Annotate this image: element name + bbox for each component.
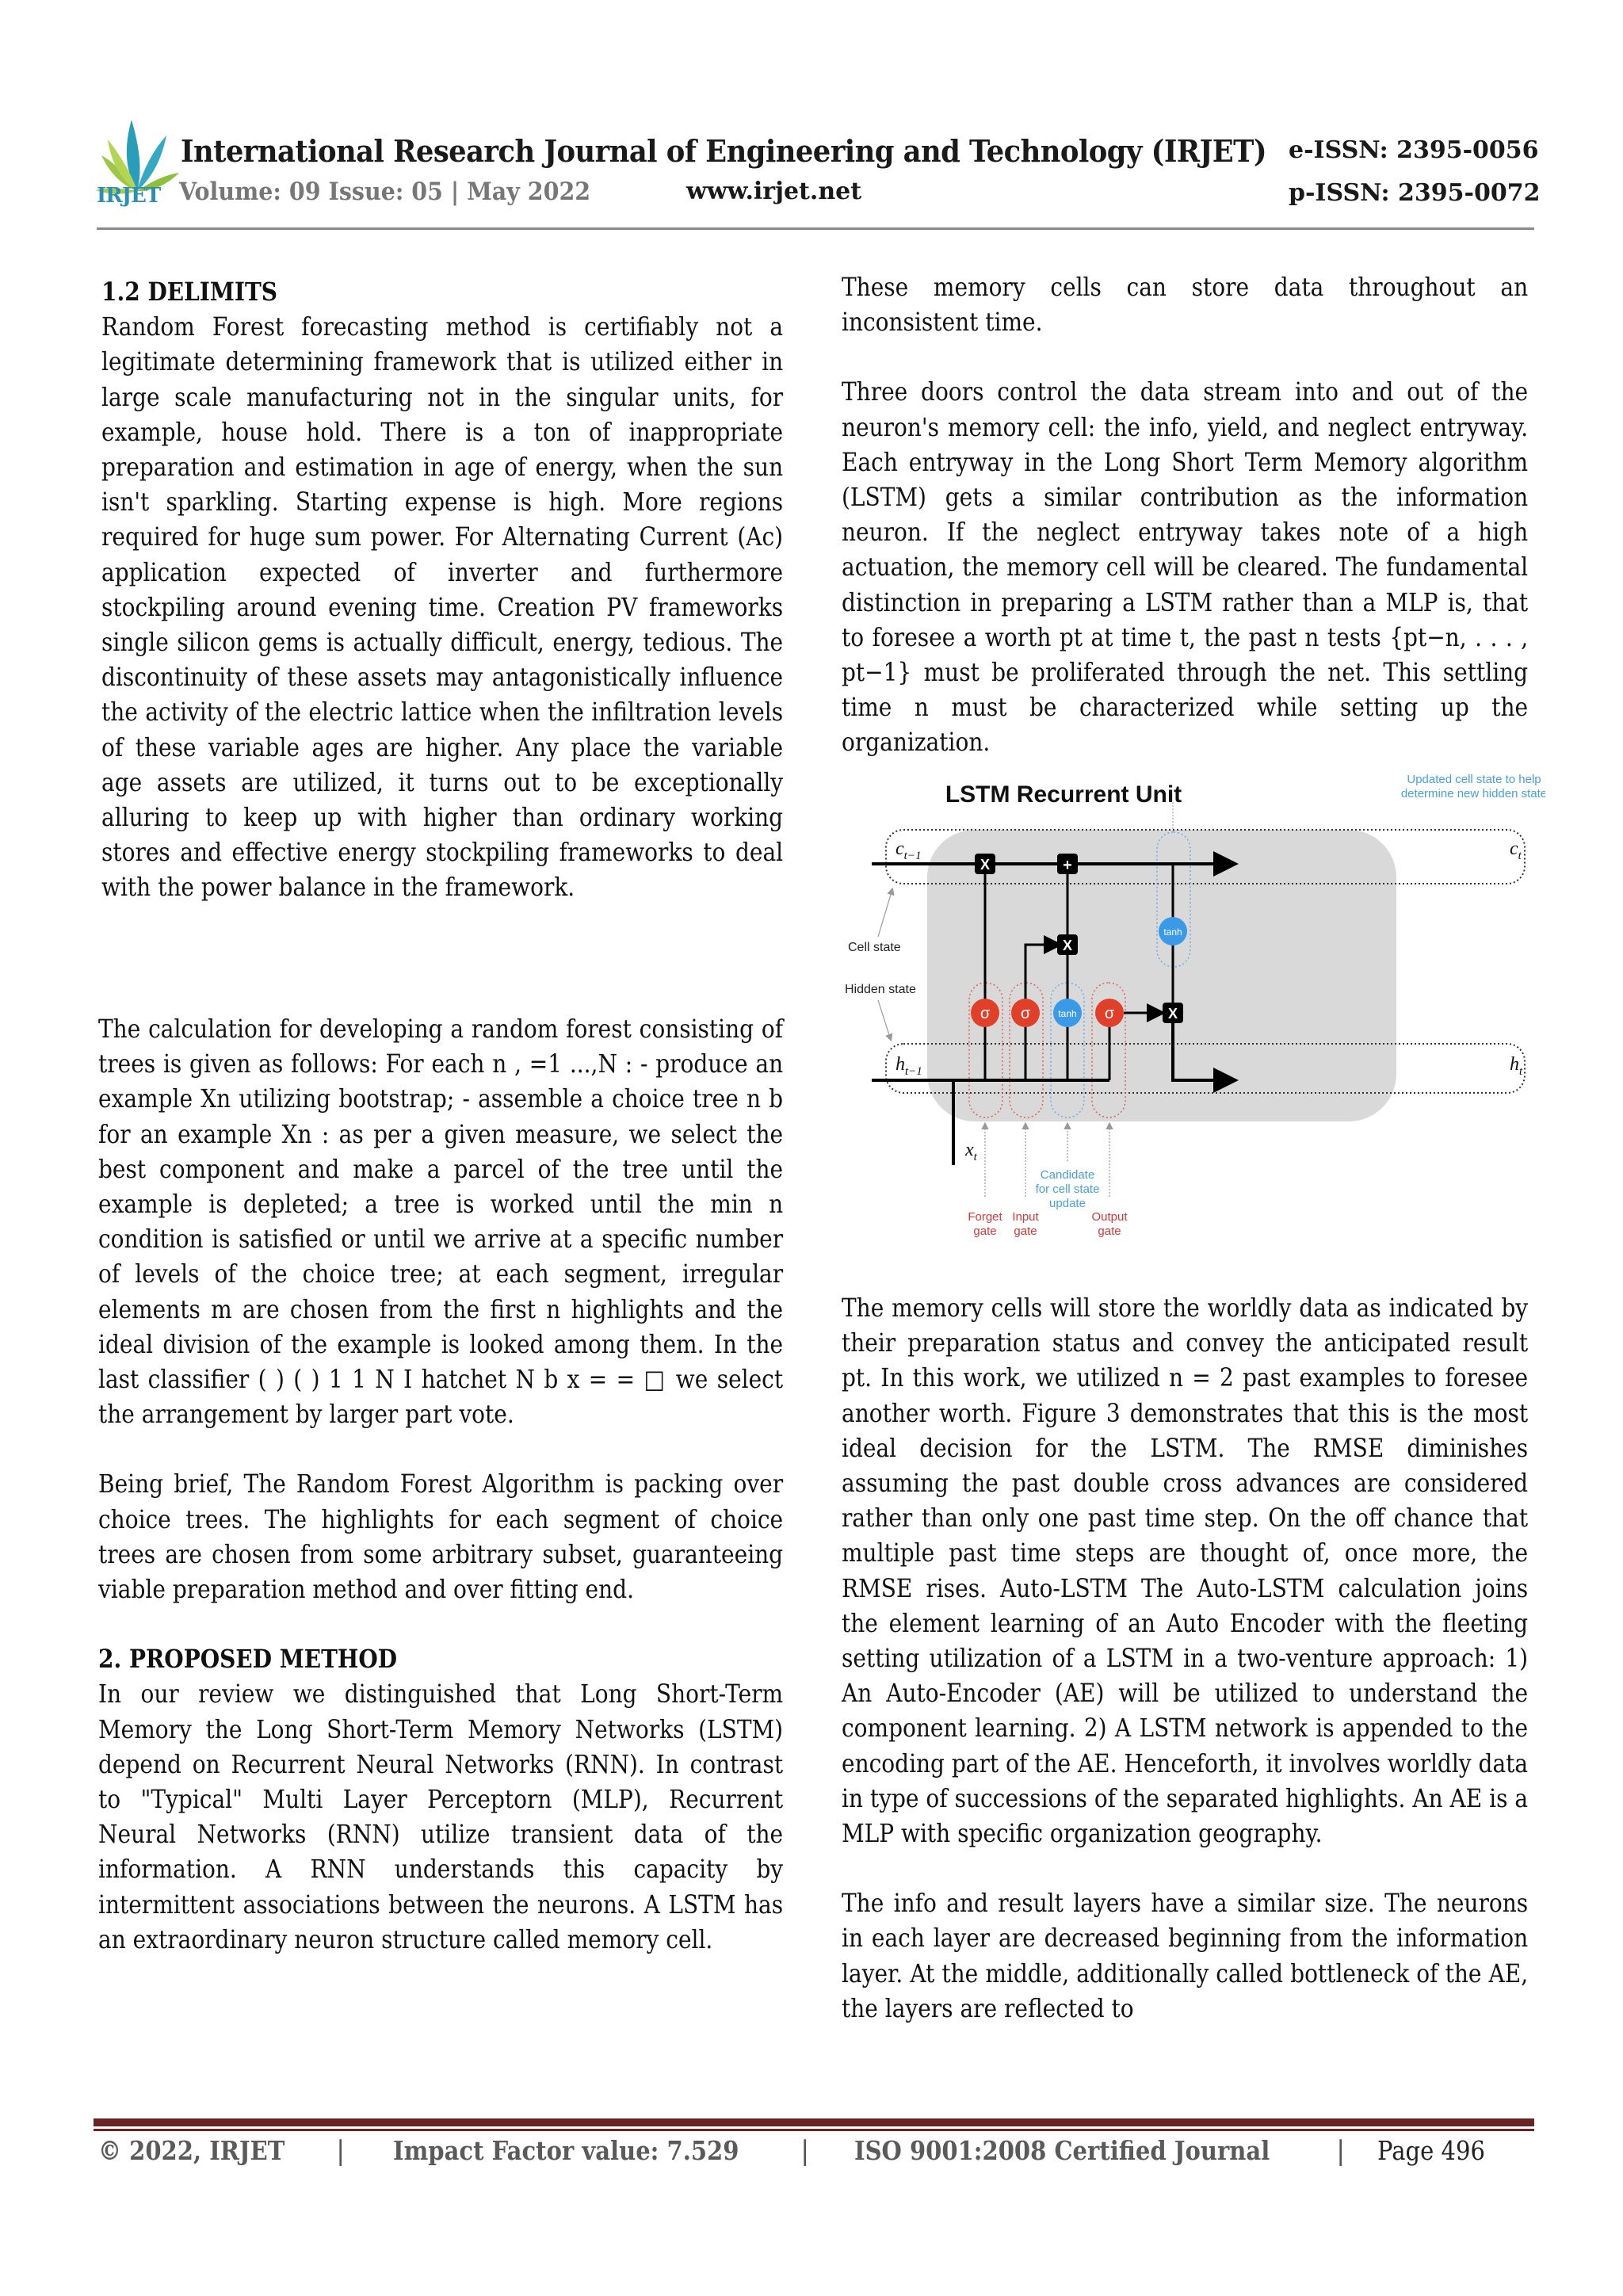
irjet-logo: [94, 116, 181, 233]
forget-multiply-op: [975, 854, 995, 874]
forget-sigma-node: [971, 999, 999, 1027]
annotation-updated-cell-1: Updated cell state to help: [1407, 773, 1541, 786]
candidate-label: Candidate for cell state update: [1035, 1168, 1100, 1210]
svg-text:X: X: [1167, 1006, 1178, 1022]
section-delimits: [101, 274, 783, 905]
output-multiply-op: [1163, 1003, 1183, 1023]
annotation-updated-cell-2: determine new hidden state: [1400, 787, 1545, 800]
svg-text:tanh: tanh: [1163, 926, 1182, 938]
paragraph-three-doors: Three doors control the data stream into and out of the neuron's memory cell: the info, yield, and neglect entryway. Each entryway in the Long Short Term Memory algorithm (LSTM) gets a similar contribution as the information neuron. If the neglect entryway takes note of a high actuation, the memory cell will be cleared. The fundamental distinction in preparing a LSTM rather than a MLP is, that to foresee a worth pt at time t, the past n tests {pt−n, . . . , pt−1} must be proliferated through the net. This settling time n must be characterized while setting up the organization.: [842, 376, 1529, 758]
lstm-unit-box: [927, 830, 1396, 1121]
diagram-title: LSTM Recurrent Unit: [945, 781, 1182, 808]
footer-separator: |: [336, 2135, 346, 2167]
output-gate-label: Output gate: [1091, 1210, 1128, 1238]
cell-tanh-node: [1159, 917, 1187, 946]
cell-state-label: Cell state: [848, 941, 901, 954]
svg-text:tanh: tanh: [1058, 1008, 1077, 1019]
footer-copyright: © 2022, IRJET: [98, 2135, 285, 2166]
logo-text: IRJET: [97, 184, 161, 208]
footer-separator: |: [1336, 2135, 1346, 2167]
output-sigma-node: [1095, 999, 1124, 1027]
paragraph-delimits: Random Forest forecasting method is certifiably not a legitimate determining framework that is utilized either in large scale manufacturing not in the singular units, for example, house hold. There is a ton of inappropriate preparation and estimation in age of energy, when the sun isn't sparkling. Starting expense is high. More regions required for huge sum power. For Alternating Current (Ac) application expected of inverter and furthermore stockpiling around evening time. Creation PV frameworks single silicon gems is actually difficult, energy, tedious. The discontinuity of these assets may antagonistically influence the activity of the electric lattice when the infiltration levels of these variable ages are higher. Any place the variable age assets are utilized, it turns out to be exceptionally alluring to keep up with higher than ordinary working stores and effective energy stockpiling frameworks to deal with the power balance in the framework.: [101, 311, 784, 903]
paragraph-memory-cells: These memory cells can store data throughout an inconsistent time.: [842, 272, 1529, 338]
website-link[interactable]: www.irjet.net: [686, 178, 862, 205]
p-issn: p-ISSN: 2395-0072: [1289, 179, 1541, 207]
x-input-label: $x_t$: [965, 1140, 977, 1163]
svg-text:+: +: [1063, 857, 1072, 874]
paragraph-proposed-method: In our review we distinguished that Long Short-Term Memory the Long Short-Term Memory Networks (LSTM) depend on Recurrent Neural Networks (RNN). In contrast to "Typical" Multi Layer Perceptorn (MLP), Recurrent Neural Networks (RNN) utilize transient data of the information. A RNN understands this capacity by intermittent associations between the neurons. A LSTM has an extraordinary neuron structure called memory cell.: [98, 1679, 784, 1954]
left-column-body: [98, 1011, 783, 1957]
add-op: [1057, 854, 1078, 874]
hidden-state-label: Hidden state: [845, 983, 916, 996]
footer-impact-factor: Impact Factor value: 7.529: [393, 2135, 739, 2166]
h-next-label: $h_t$: [1510, 1054, 1523, 1078]
right-column-bottom: [842, 1290, 1528, 2026]
lstm-diagram: [840, 753, 1545, 1268]
header-divider: [97, 227, 1534, 230]
candidate-tanh-node: [1053, 999, 1082, 1027]
svg-text:σ: σ: [1020, 1005, 1031, 1022]
paragraph-rf-calculation: The calculation for developing a random forest consisting of trees is given as follows: For each n , =1 ...,N : - produce an example Xn utilizing bootstrap; - assemble a choice tree n b for an example Xn : as per a given measure, we select the best component and make a parcel of the tree until the example is depleted; a tree is worked until the min n condition is satisfied or until we arrive at a specific number of levels of the choice tree; at each segment, irregular elements m are chosen from the first n highlights and the ideal division of the example is looked among them. In the last classifier ( ) ( ) 1 1 N I hatchet N b x = = □ we select the arrangement by larger part vote.: [98, 1014, 784, 1430]
h-prev-label: $h_{t-1}$: [896, 1054, 922, 1078]
forget-gate-label: Forget gate: [968, 1210, 1002, 1238]
footer-bar-thin: [94, 2129, 1534, 2131]
journal-title: International Research Journal of Engineering and Technology (IRJET): [181, 133, 1267, 169]
footer-bar: [94, 2118, 1534, 2126]
paragraph-memory-worldly: The memory cells will store the worldly data as indicated by their preparation status and convey the anticipated result pt. In this work, we utilized n = 2 past examples to foresee another worth. Figure 3 demonstrates that this is the most ideal decision for the LSTM. The RMSE diminishes assuming the past double cross advances are considered rather than only one past time step. On the off chance that multiple past time steps are thought of, once more, the RMSE rises. Auto-LSTM The Auto-LSTM calculation joins the element learning of an Auto Encoder with the fleeting setting utilization of a LSTM in a two-venture approach: 1) An Auto-Encoder (AE) will be utilized to understand the component learning. 2) A LSTM network is appended to the encoding part of the AE. Henceforth, it involves worldly data in type of successions of the separated highlights. An AE is a MLP with specific organization geography.: [842, 1293, 1529, 1849]
right-column-top: [842, 269, 1528, 760]
section-heading-delimits: 1.2 DELIMITS: [101, 277, 278, 307]
input-sigma-node: [1011, 999, 1040, 1027]
c-next-label: $c_t$: [1510, 839, 1522, 862]
footer-separator: |: [800, 2135, 810, 2167]
footer-iso: ISO 9001:2008 Certified Journal: [854, 2135, 1270, 2166]
paragraph-rf-brief: Being brief, The Random Forest Algorithm is packing over choice trees. The highlights for each segment of choice trees are chosen from some arbitrary subset, guaranteeing viable preparation method and over fitting end.: [98, 1469, 784, 1605]
svg-text:X: X: [980, 857, 991, 873]
svg-text:σ: σ: [1104, 1005, 1115, 1022]
input-gate-label: Input gate: [1012, 1210, 1039, 1238]
e-issn: e-ISSN: 2395-0056: [1289, 136, 1539, 164]
footer-page-number: Page 496: [1377, 2135, 1485, 2166]
input-multiply-op: [1057, 934, 1078, 955]
paragraph-layers: The info and result layers have a similar size. The neurons in each layer are decreased beginning from the information layer. At the middle, additionally called bottleneck of the AE, the layers are reflected to: [842, 1888, 1529, 2023]
volume-issue: Volume: 09 Issue: 05 | May 2022: [179, 178, 591, 206]
svg-text:σ: σ: [980, 1005, 991, 1022]
section-heading-proposed-method: 2. PROPOSED METHOD: [98, 1644, 398, 1675]
c-prev-label: $c_{t-1}$: [896, 839, 922, 862]
svg-text:X: X: [1062, 938, 1073, 953]
leaf-logo-icon: [94, 116, 181, 195]
